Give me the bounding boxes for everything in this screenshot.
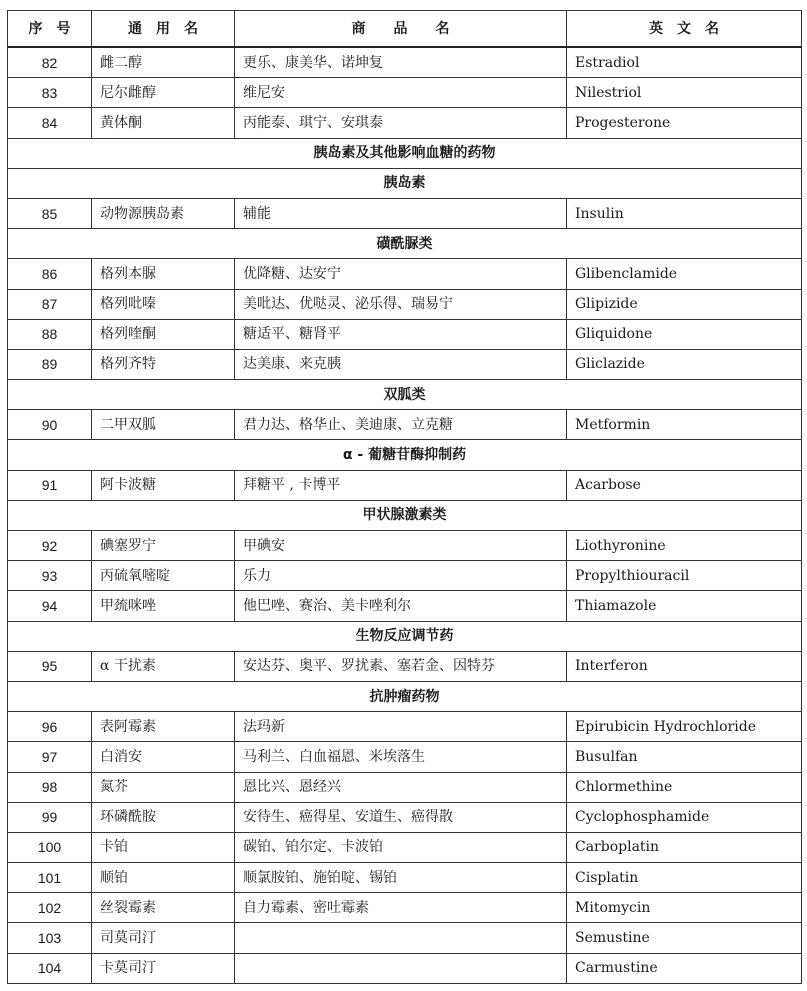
table-row xyxy=(8,198,802,228)
table-row xyxy=(8,78,802,108)
trade-name-cell: 他巴唑、赛治、美卡唑利尔 xyxy=(235,591,567,621)
section-row xyxy=(8,168,802,198)
row-number: 94 xyxy=(8,591,92,621)
trade-name-cell: 辅能 xyxy=(235,198,567,228)
generic-name-cell: 丝裂霉素 xyxy=(92,893,235,923)
section-title: 双胍类 xyxy=(8,380,802,410)
trade-name-cell: 丙能泰、琪宁、安琪泰 xyxy=(235,108,567,138)
generic-name-cell: α 干扰素 xyxy=(92,651,235,681)
row-number: 85 xyxy=(8,198,92,228)
generic-name-cell: 尼尔雌醇 xyxy=(92,78,235,108)
english-name-cell: Busulfan xyxy=(567,742,802,772)
generic-name-cell: 格列本脲 xyxy=(92,259,235,289)
row-number: 102 xyxy=(8,893,92,923)
table-row xyxy=(8,772,802,802)
english-name-cell: Progesterone xyxy=(567,108,802,138)
english-name-cell: Estradiol xyxy=(567,47,802,78)
header-row xyxy=(8,11,802,48)
row-number: 98 xyxy=(8,772,92,802)
trade-name-cell: 美吡达、优哒灵、泌乐得、瑞易宁 xyxy=(235,289,567,319)
table-row xyxy=(8,712,802,742)
trade-name-cell: 糖适平、糖肾平 xyxy=(235,319,567,349)
english-name-cell: Thiamazole xyxy=(567,591,802,621)
section-row xyxy=(8,229,802,259)
section-row xyxy=(8,440,802,470)
section-title: 胰岛素 xyxy=(8,168,802,198)
english-name-cell: Mitomycin xyxy=(567,893,802,923)
trade-name-cell: 甲碘安 xyxy=(235,531,567,561)
table-row xyxy=(8,893,802,923)
table-row xyxy=(8,349,802,379)
english-name-cell: Gliquidone xyxy=(567,319,802,349)
trade-name-cell: 乐力 xyxy=(235,561,567,591)
generic-name-cell: 氮芥 xyxy=(92,772,235,802)
english-name-cell: Insulin xyxy=(567,198,802,228)
generic-name-cell: 雌二醇 xyxy=(92,47,235,78)
row-number: 92 xyxy=(8,531,92,561)
table-row xyxy=(8,832,802,862)
trade-name-cell: 恩比兴、恩经兴 xyxy=(235,772,567,802)
trade-name-cell xyxy=(235,953,567,983)
section-title: 生物反应调节药 xyxy=(8,621,802,651)
english-name-cell: Cisplatin xyxy=(567,863,802,893)
generic-name-cell: 卡铂 xyxy=(92,832,235,862)
header-english-name: 英 文 名 xyxy=(567,11,802,48)
table-row xyxy=(8,410,802,440)
section-row xyxy=(8,380,802,410)
generic-name-cell: 顺铂 xyxy=(92,863,235,893)
table-row xyxy=(8,319,802,349)
generic-name-cell: 碘塞罗宁 xyxy=(92,531,235,561)
section-title: 磺酰脲类 xyxy=(8,229,802,259)
header-generic-name: 通 用 名 xyxy=(92,11,235,48)
row-number: 84 xyxy=(8,108,92,138)
generic-name-cell: 丙硫氧嘧啶 xyxy=(92,561,235,591)
row-number: 100 xyxy=(8,832,92,862)
english-name-cell: Chlormethine xyxy=(567,772,802,802)
section-title: 甲状腺激素类 xyxy=(8,500,802,530)
section-row xyxy=(8,681,802,711)
section-title: α - 葡糖苷酶抑制药 xyxy=(8,440,802,470)
english-name-cell: Nilestriol xyxy=(567,78,802,108)
section-row xyxy=(8,500,802,530)
row-number: 93 xyxy=(8,561,92,591)
generic-name-cell: 卡莫司汀 xyxy=(92,953,235,983)
generic-name-cell: 表阿霉素 xyxy=(92,712,235,742)
trade-name-cell: 优降糖、达安宁 xyxy=(235,259,567,289)
generic-name-cell: 甲巯咪唑 xyxy=(92,591,235,621)
trade-name-cell: 达美康、来克胰 xyxy=(235,349,567,379)
english-name-cell: Gliclazide xyxy=(567,349,802,379)
trade-name-cell: 拜糖平 , 卡博平 xyxy=(235,470,567,500)
drug-name-table xyxy=(7,10,802,984)
row-number: 87 xyxy=(8,289,92,319)
row-number: 82 xyxy=(8,47,92,78)
trade-name-cell: 马利兰、白血福恩、米埃落生 xyxy=(235,742,567,772)
row-number: 89 xyxy=(8,349,92,379)
header-trade-name: 商 品 名 xyxy=(235,11,567,48)
generic-name-cell: 二甲双胍 xyxy=(92,410,235,440)
trade-name-cell: 维尼安 xyxy=(235,78,567,108)
generic-name-cell: 格列吡嗪 xyxy=(92,289,235,319)
row-number: 86 xyxy=(8,259,92,289)
row-number: 97 xyxy=(8,742,92,772)
table-row xyxy=(8,259,802,289)
english-name-cell: Carboplatin xyxy=(567,832,802,862)
table-row xyxy=(8,923,802,953)
english-name-cell: Cyclophosphamide xyxy=(567,802,802,832)
table-row xyxy=(8,289,802,319)
trade-name-cell: 顺氯胺铂、施铂啶、锡铂 xyxy=(235,863,567,893)
table-row xyxy=(8,108,802,138)
row-number: 101 xyxy=(8,863,92,893)
table-body xyxy=(8,47,802,983)
table-row xyxy=(8,651,802,681)
row-number: 90 xyxy=(8,410,92,440)
table-row xyxy=(8,802,802,832)
generic-name-cell: 动物源胰岛素 xyxy=(92,198,235,228)
generic-name-cell: 环磷酰胺 xyxy=(92,802,235,832)
generic-name-cell: 司莫司汀 xyxy=(92,923,235,953)
table-row xyxy=(8,591,802,621)
row-number: 99 xyxy=(8,802,92,832)
row-number: 96 xyxy=(8,712,92,742)
english-name-cell: Interferon xyxy=(567,651,802,681)
table-row xyxy=(8,953,802,983)
table-row xyxy=(8,561,802,591)
trade-name-cell xyxy=(235,923,567,953)
english-name-cell: Glibenclamide xyxy=(567,259,802,289)
english-name-cell: Carmustine xyxy=(567,953,802,983)
trade-name-cell: 法玛新 xyxy=(235,712,567,742)
english-name-cell: Propylthiouracil xyxy=(567,561,802,591)
english-name-cell: Semustine xyxy=(567,923,802,953)
english-name-cell: Glipizide xyxy=(567,289,802,319)
row-number: 83 xyxy=(8,78,92,108)
row-number: 91 xyxy=(8,470,92,500)
table-row xyxy=(8,742,802,772)
trade-name-cell: 君力达、格华止、美迪康、立克糖 xyxy=(235,410,567,440)
english-name-cell: Liothyronine xyxy=(567,531,802,561)
row-number: 104 xyxy=(8,953,92,983)
generic-name-cell: 格列齐特 xyxy=(92,349,235,379)
trade-name-cell: 碳铂、铂尔定、卡波铂 xyxy=(235,832,567,862)
table-row xyxy=(8,531,802,561)
generic-name-cell: 白消安 xyxy=(92,742,235,772)
section-row xyxy=(8,138,802,168)
section-title: 胰岛素及其他影响血糖的药物 xyxy=(8,138,802,168)
generic-name-cell: 格列喹酮 xyxy=(92,319,235,349)
table-row xyxy=(8,470,802,500)
generic-name-cell: 阿卡波糖 xyxy=(92,470,235,500)
section-row xyxy=(8,621,802,651)
table-row xyxy=(8,47,802,78)
generic-name-cell: 黄体酮 xyxy=(92,108,235,138)
trade-name-cell: 更乐、康美华、诺坤复 xyxy=(235,47,567,78)
row-number: 95 xyxy=(8,651,92,681)
english-name-cell: Acarbose xyxy=(567,470,802,500)
row-number: 88 xyxy=(8,319,92,349)
english-name-cell: Epirubicin Hydrochloride xyxy=(567,712,802,742)
row-number: 103 xyxy=(8,923,92,953)
trade-name-cell: 安达芬、奥平、罗扰素、塞若金、因特芬 xyxy=(235,651,567,681)
header-seq: 序 号 xyxy=(8,11,92,48)
table-row xyxy=(8,863,802,893)
english-name-cell: Metformin xyxy=(567,410,802,440)
trade-name-cell: 安待生、癌得星、安道生、癌得散 xyxy=(235,802,567,832)
trade-name-cell: 自力霉素、密吐霉素 xyxy=(235,893,567,923)
section-title: 抗肿瘤药物 xyxy=(8,681,802,711)
